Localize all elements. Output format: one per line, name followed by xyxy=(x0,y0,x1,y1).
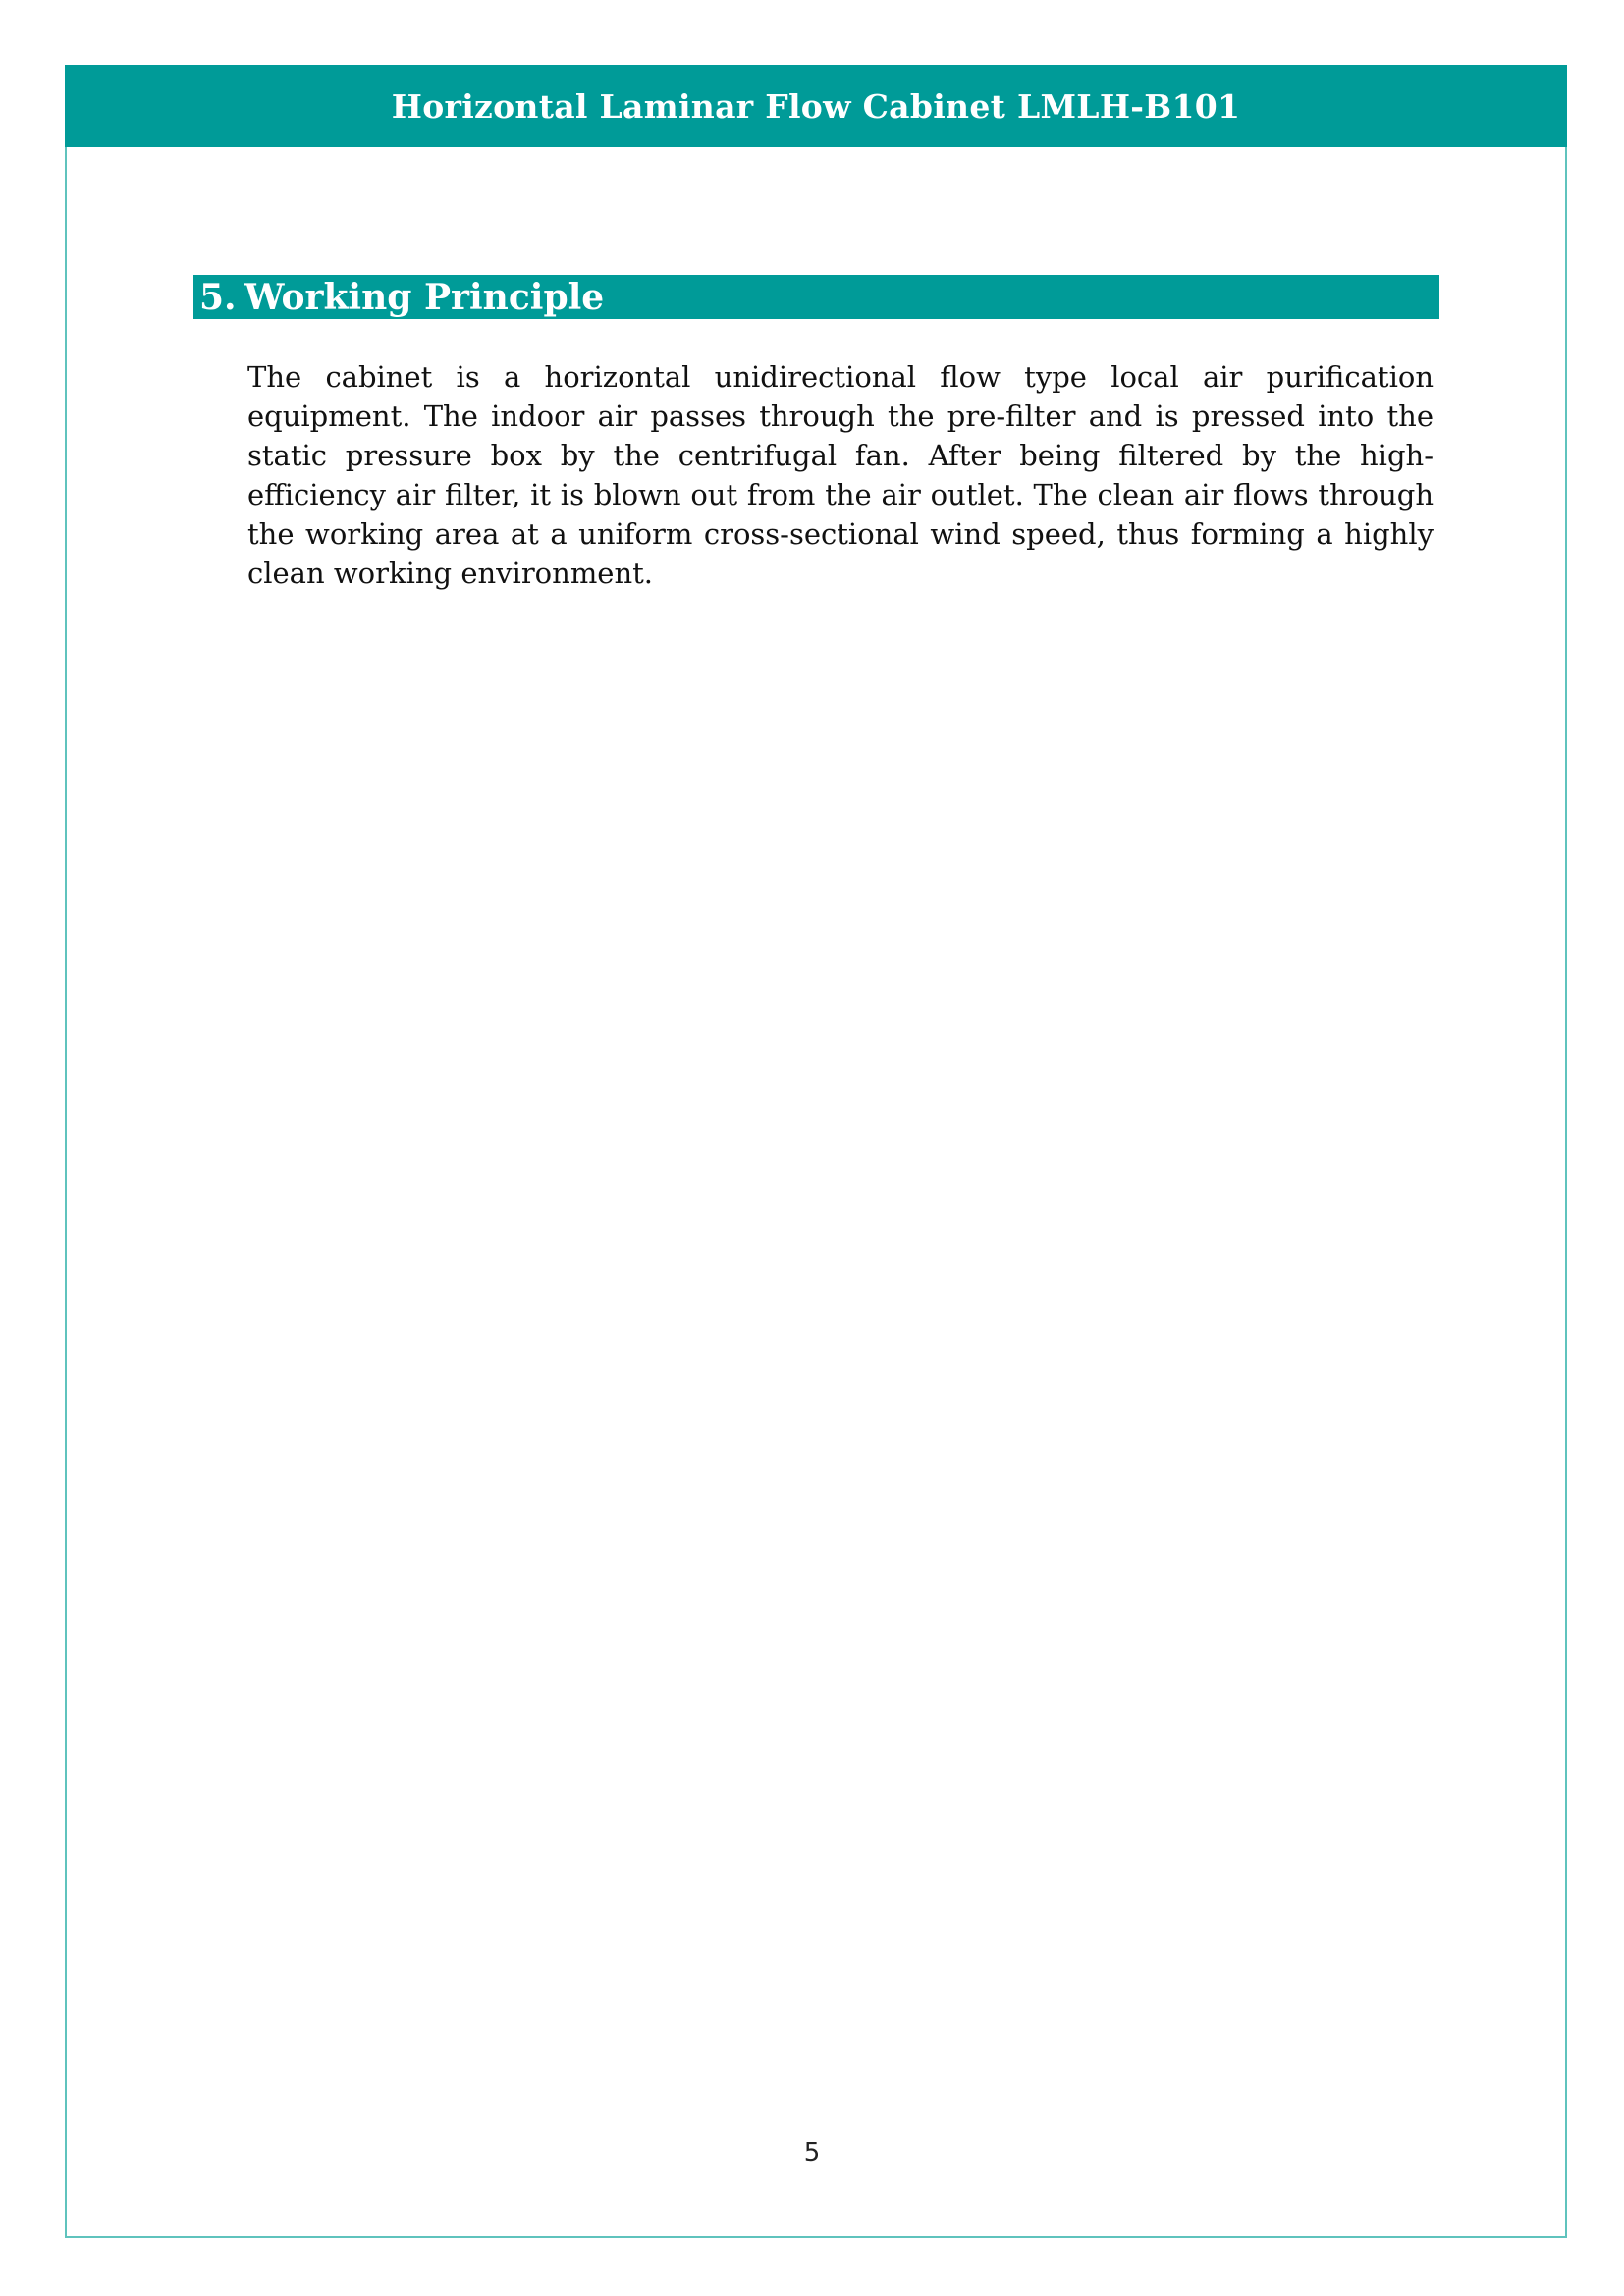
section-heading xyxy=(193,275,1439,319)
page-number: 5 xyxy=(803,2138,821,2167)
section-number: 5. xyxy=(199,276,237,318)
section-title: Working Principle xyxy=(244,276,605,318)
document-title: Horizontal Laminar Flow Cabinet LMLH-B101 xyxy=(391,86,1241,126)
document-header xyxy=(65,65,1567,147)
working-principle-paragraph: The cabinet is a horizontal unidirectional flow type local air purification equipment. The indoor air passes through the pre-filter and is pressed into the static pressure box by the centrifugal fan. After being filtered by the high-efficiency air filter, it is blown out from the air outlet. The clean air flows through the working area at a uniform cross-sectional wind speed, thus forming a highly clean working environment. xyxy=(247,360,1434,590)
